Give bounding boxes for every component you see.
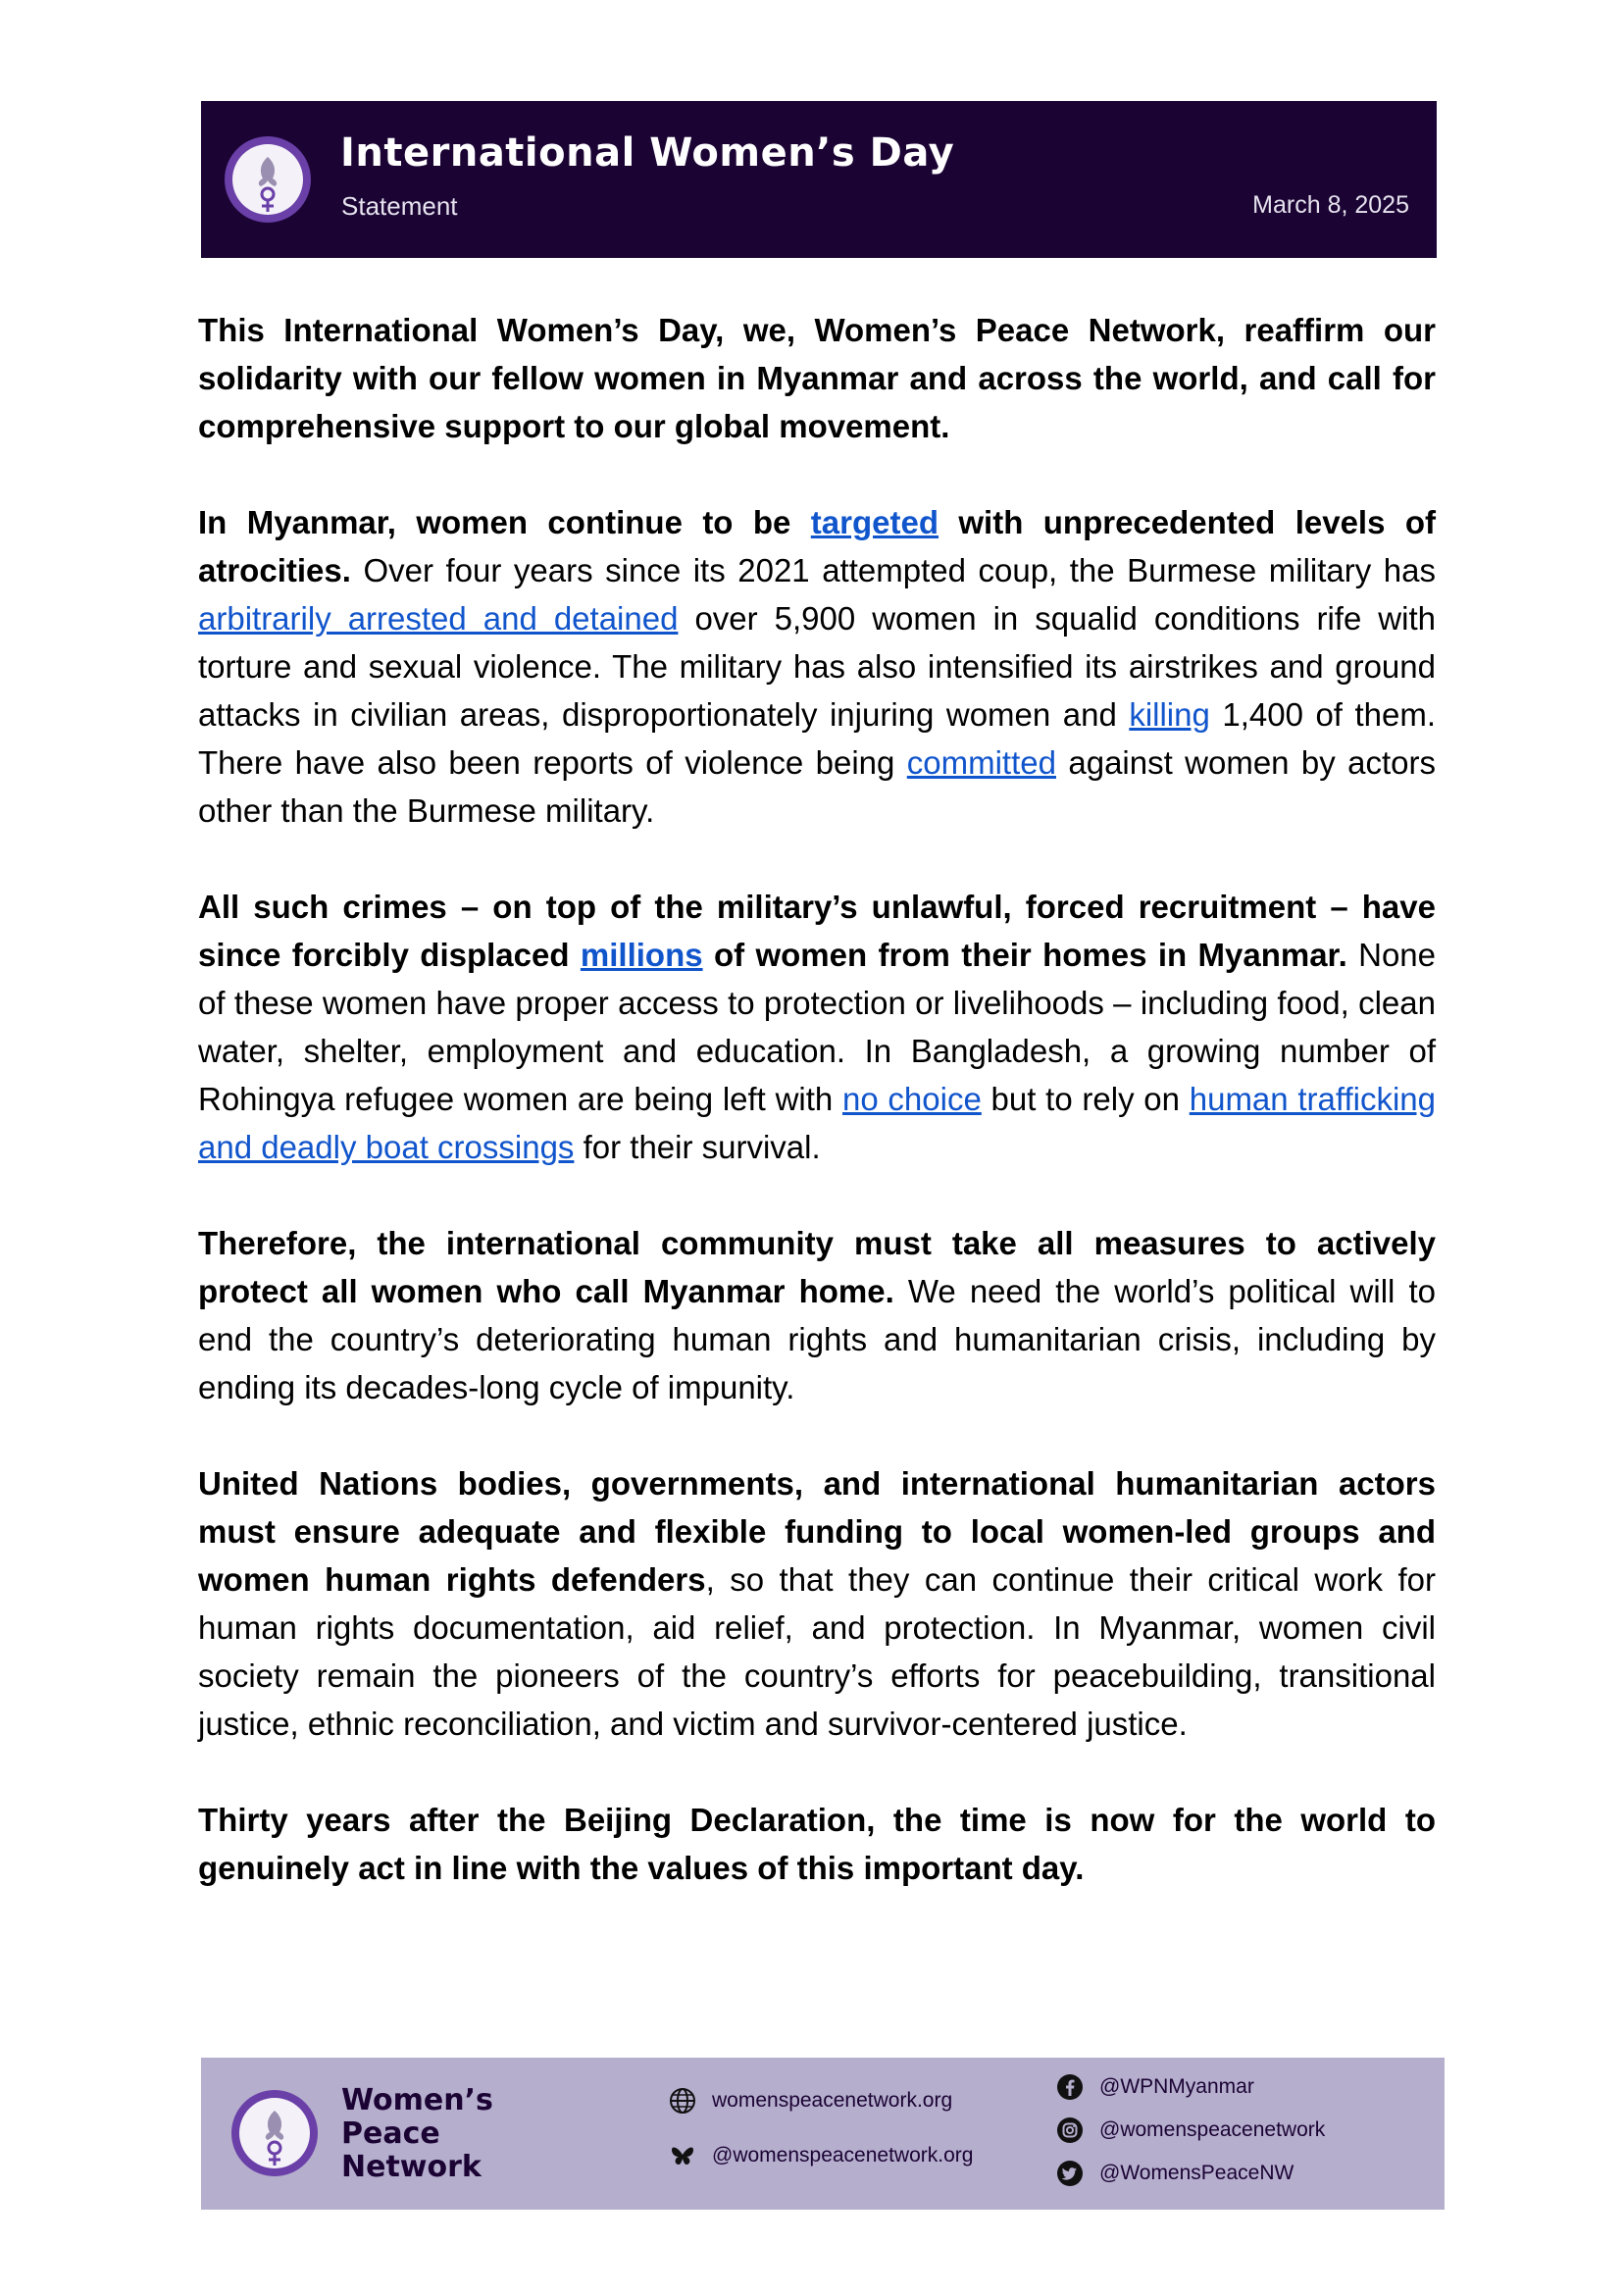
instagram-icon bbox=[1054, 2115, 1086, 2146]
paragraph-3-text-3: for their survival. bbox=[574, 1129, 821, 1165]
paragraph-5-bold: United Nations bodies, governments, and international humanitarian actors must ensure adequate and flexible funding to local women-led groups and women human rights defenders bbox=[198, 1465, 1436, 1598]
footer-bluesky[interactable] bbox=[667, 2140, 973, 2171]
paragraph-2 bbox=[198, 498, 1436, 835]
wpn-footer-logo-icon bbox=[230, 2089, 319, 2177]
footer-instagram[interactable] bbox=[1054, 2115, 1325, 2146]
paragraph-4-text: We need the world’s political will to end the country’s deteriorating human rights and humanitarian crisis, including by ending its decades-long cycle of impunity. bbox=[198, 1273, 1436, 1405]
link-killing[interactable]: killing bbox=[1129, 696, 1210, 733]
link-human-trafficking[interactable]: human trafficking and deadly boat crossings bbox=[198, 1081, 1436, 1165]
paragraph-5-text: , so that they can continue their critical work for human rights documentation, aid relief, and protection. In Myanmar, women civil society remain the pioneers of the country’s efforts for peacebuilding, transitional justice, ethnic reconciliation, and victim and survivor-centered justice. bbox=[198, 1561, 1436, 1742]
paragraph-4-bold: Therefore, the international community must take all measures to actively protect all women who call Myanmar home. bbox=[198, 1225, 1436, 1309]
footer-bluesky-text: @womenspeacenetwork.org bbox=[712, 2144, 974, 2167]
footer-website[interactable] bbox=[667, 2085, 952, 2116]
link-committed[interactable]: committed bbox=[906, 744, 1056, 781]
paragraph-3-bold bbox=[198, 889, 1436, 973]
paragraph-3-text: None of these women have proper access to protection or livelihoods – including food, clean water, shelter, employment and education. In Bangladesh, a growing number of Rohingya refugee women are being left with bbox=[198, 937, 1437, 1117]
paragraph-5 bbox=[198, 1459, 1436, 1748]
link-millions[interactable]: millions bbox=[580, 937, 703, 973]
facebook-icon bbox=[1054, 2071, 1086, 2103]
header-banner bbox=[201, 101, 1437, 258]
footer-twitter-text: @WomensPeaceNW bbox=[1099, 2162, 1294, 2184]
paragraph-3 bbox=[198, 883, 1436, 1171]
butterfly-icon bbox=[667, 2140, 698, 2171]
footer-brand-line-1: Women’s bbox=[341, 2083, 493, 2117]
link-arbitrarily-arrested[interactable]: arbitrarily arrested and detained bbox=[198, 600, 679, 637]
paragraph-2-text-4: against women by actors other than the Burmese military. bbox=[198, 744, 1436, 829]
paragraph-2-bold-text-2: with unprecedented levels of atrocities. bbox=[198, 504, 1436, 588]
twitter-icon bbox=[1054, 2158, 1086, 2189]
paragraph-6-bold: Thirty years after the Beijing Declaration, the time is now for the world to genuinely act in line with the values of this important day. bbox=[198, 1802, 1436, 1886]
paragraph-2-text-3: 1,400 of them. There have also been reports of violence being bbox=[198, 696, 1436, 781]
paragraph-2-bold-text: In Myanmar, women continue to be bbox=[198, 504, 811, 540]
footer-facebook[interactable] bbox=[1054, 2071, 1254, 2103]
statement-date: March 8, 2025 bbox=[1252, 191, 1409, 219]
link-no-choice[interactable]: no choice bbox=[841, 1081, 982, 1117]
footer-brand bbox=[341, 2084, 493, 2184]
paragraph-1 bbox=[198, 306, 1436, 450]
page-title: International Women’s Day bbox=[340, 130, 955, 176]
paragraph-3-bold-text-2: of women from their homes in Myanmar. bbox=[702, 937, 1347, 973]
link-targeted[interactable]: targeted bbox=[810, 504, 939, 540]
paragraph-6 bbox=[198, 1796, 1436, 1892]
paragraph-2-text: Over four years since its 2021 attempted coup, the Burmese military has bbox=[350, 552, 1436, 588]
page-subtitle: Statement bbox=[341, 191, 458, 221]
paragraph-4 bbox=[198, 1219, 1436, 1411]
wpn-logo-icon bbox=[224, 135, 312, 224]
paragraph-1-bold: This International Women’s Day, we, Women’s Peace Network, reaffirm our solidarity with our fellow women in Myanmar and across the world, and call for comprehensive support to our global movement. bbox=[198, 312, 1436, 444]
footer-twitter[interactable] bbox=[1054, 2158, 1294, 2189]
footer-banner bbox=[201, 2058, 1445, 2210]
paragraph-2-text-2: over 5,900 women in squalid conditions rife with torture and sexual violence. The military has also intensified its airstrikes and ground attacks in civilian areas, disproportionately injuring women and bbox=[198, 600, 1436, 733]
paragraph-3-bold-text: All such crimes – on top of the military’s unlawful, forced recruitment – have since forcibly displaced bbox=[198, 889, 1436, 973]
footer-facebook-text: @WPNMyanmar bbox=[1099, 2075, 1254, 2098]
paragraph-3-text-2: but to rely on bbox=[981, 1081, 1190, 1117]
footer-brand-line-3: Network bbox=[341, 2150, 482, 2184]
footer-website-text: womenspeacenetwork.org bbox=[712, 2089, 953, 2112]
footer-brand-line-2: Peace bbox=[341, 2116, 440, 2151]
statement-body bbox=[198, 306, 1436, 1940]
globe-icon bbox=[667, 2085, 698, 2116]
footer-instagram-text: @womenspeacenetwork bbox=[1099, 2118, 1326, 2141]
